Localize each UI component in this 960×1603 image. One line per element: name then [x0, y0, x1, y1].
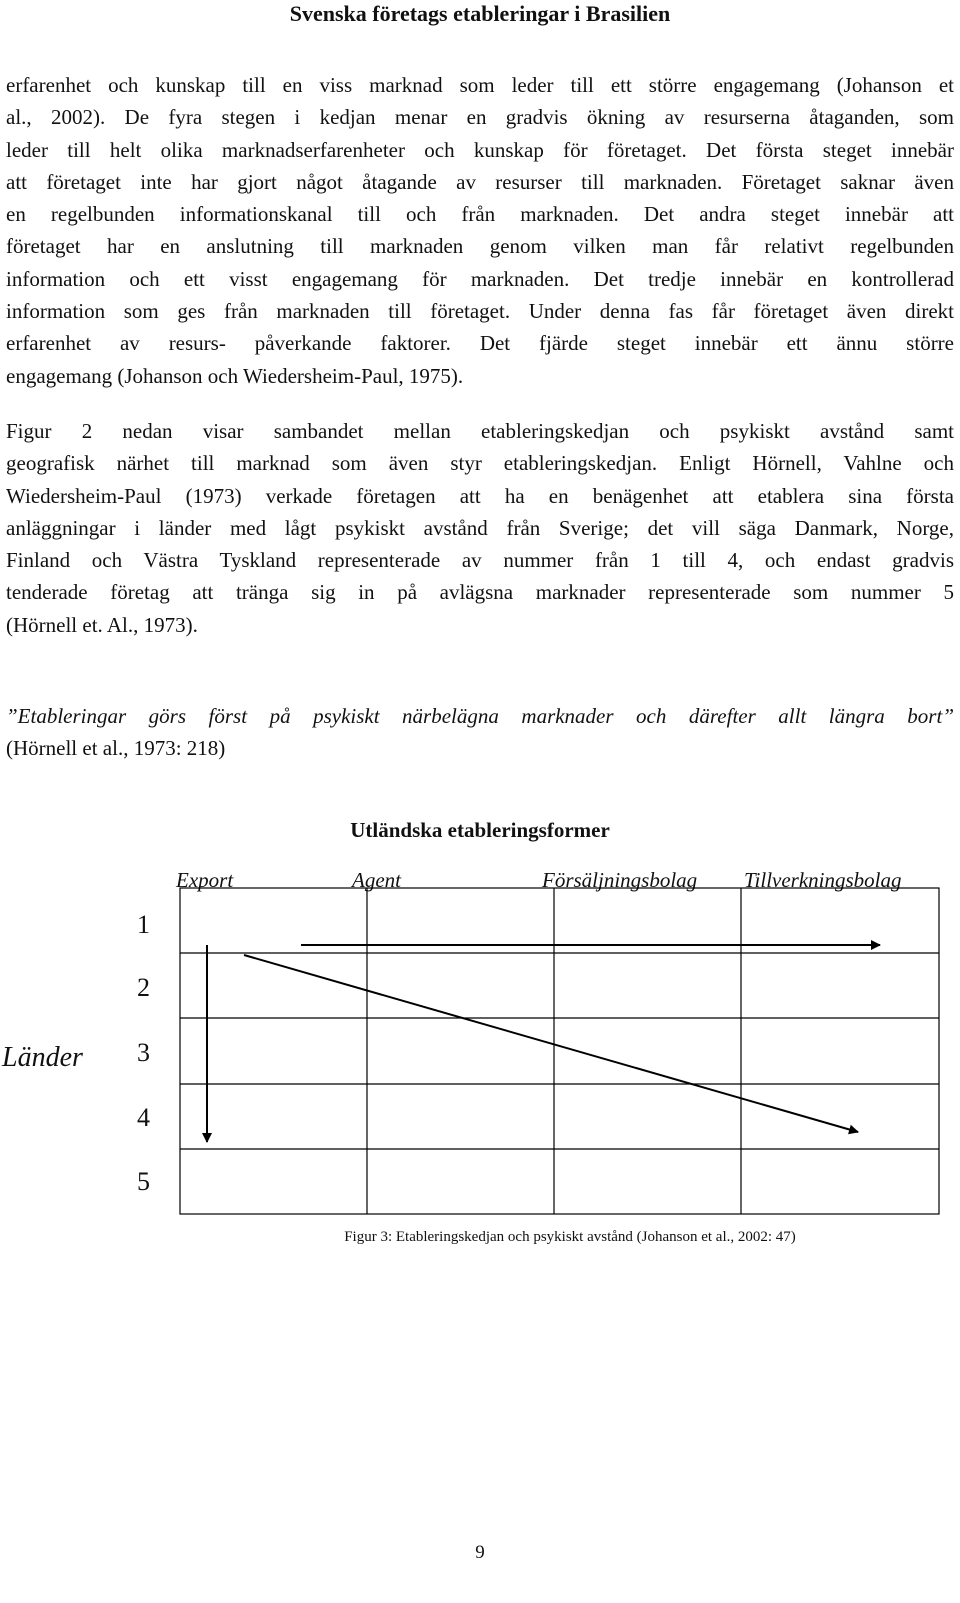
text-line: Figur 2 nedan visar sambandet mellan etableringskedjan och psykiskt avstånd samt — [6, 419, 954, 443]
row-label-4: 4 — [137, 1103, 150, 1132]
page-number: 9 — [475, 1542, 485, 1563]
row-label-5: 5 — [137, 1167, 150, 1196]
text-line: leder till helt olika marknadserfarenheter och kunskap för företaget. Det första steget innebär — [6, 137, 954, 162]
running-header: Svenska företags etableringar i Brasilien — [289, 1, 671, 26]
row-label-1: 1 — [137, 910, 150, 939]
text-line: erfarenhet och kunskap till en viss marknad som leder till ett större engagemang (Johanson et — [6, 73, 954, 97]
text-line: al., 2002). De fyra stegen i kedjan menar en gradvis ökning av resurserna åtaganden, som — [6, 105, 954, 130]
text-line: att företaget inte har gjort något åtagande av resurser till marknaden. Företaget saknar även — [6, 169, 954, 194]
text-line: en regelbunden informationskanal till och från marknaden. Det andra steget innebär att — [6, 202, 954, 227]
text-line: Wiedersheim-Paul (1973) verkade företagen att ha en benägenhet att etablera sina första — [6, 483, 954, 508]
text-line: Finland och Västra Tyskland representerade av nummer från 1 till 4, och endast gradvis — [6, 548, 954, 573]
row-label-2: 2 — [137, 973, 150, 1002]
y-axis-label: Länder — [2, 1042, 83, 1073]
grid — [180, 888, 939, 1214]
text-line: erfarenhet av resurs- påverkande faktorer. Det fjärde steget innebär ett ännu större — [6, 331, 954, 356]
quote-citation: (Hörnell et al., 1973: 218) — [6, 736, 226, 761]
column-header-forsaljningsbolag: Försäljningsbolag — [542, 868, 698, 892]
text-line: (Hörnell et. Al., 1973). — [6, 612, 198, 637]
figure-title: Utländska etableringsformer — [350, 818, 610, 842]
text-line: information som ges från marknaden till företaget. Under denna fas får företaget även direkt — [6, 299, 954, 324]
quote-text: ”Etableringar görs först på psykiskt närbelägna marknader och därefter allt längra bort” — [6, 704, 954, 728]
diagonal-arrow — [244, 955, 858, 1132]
text-line: tenderade företag att tränga sig in på avlägsna marknader representerade som nummer 5 — [6, 580, 954, 605]
text-line: geografisk närhet till marknad som även styr etableringskedjan. Enligt Hörnell, Vahlne och — [6, 451, 954, 476]
column-header-agent: Agent — [352, 868, 401, 892]
column-header-export: Export — [176, 868, 234, 892]
figure-caption: Figur 3: Etableringskedjan och psykiskt avstånd (Johanson et al., 2002: 47) — [344, 1229, 796, 1245]
text-line: företaget har en anslutning till marknaden genom vilken man får relativt regelbunden — [6, 234, 954, 259]
grid-outer-border — [180, 888, 939, 1214]
text-line: information och ett visst engagemang för marknaden. Det tredje innebär en kontrollerad — [6, 266, 954, 291]
column-header-tillverkningsbolag: Tillverkningsbolag — [744, 868, 902, 892]
text-line: engagemang (Johanson och Wiedersheim-Paul, 1975). — [6, 363, 464, 388]
text-line: anläggningar i länder med lågt psykiskt avstånd från Sverige; det vill säga Danmark, Norge, — [6, 515, 954, 540]
row-label-3: 3 — [137, 1038, 150, 1067]
